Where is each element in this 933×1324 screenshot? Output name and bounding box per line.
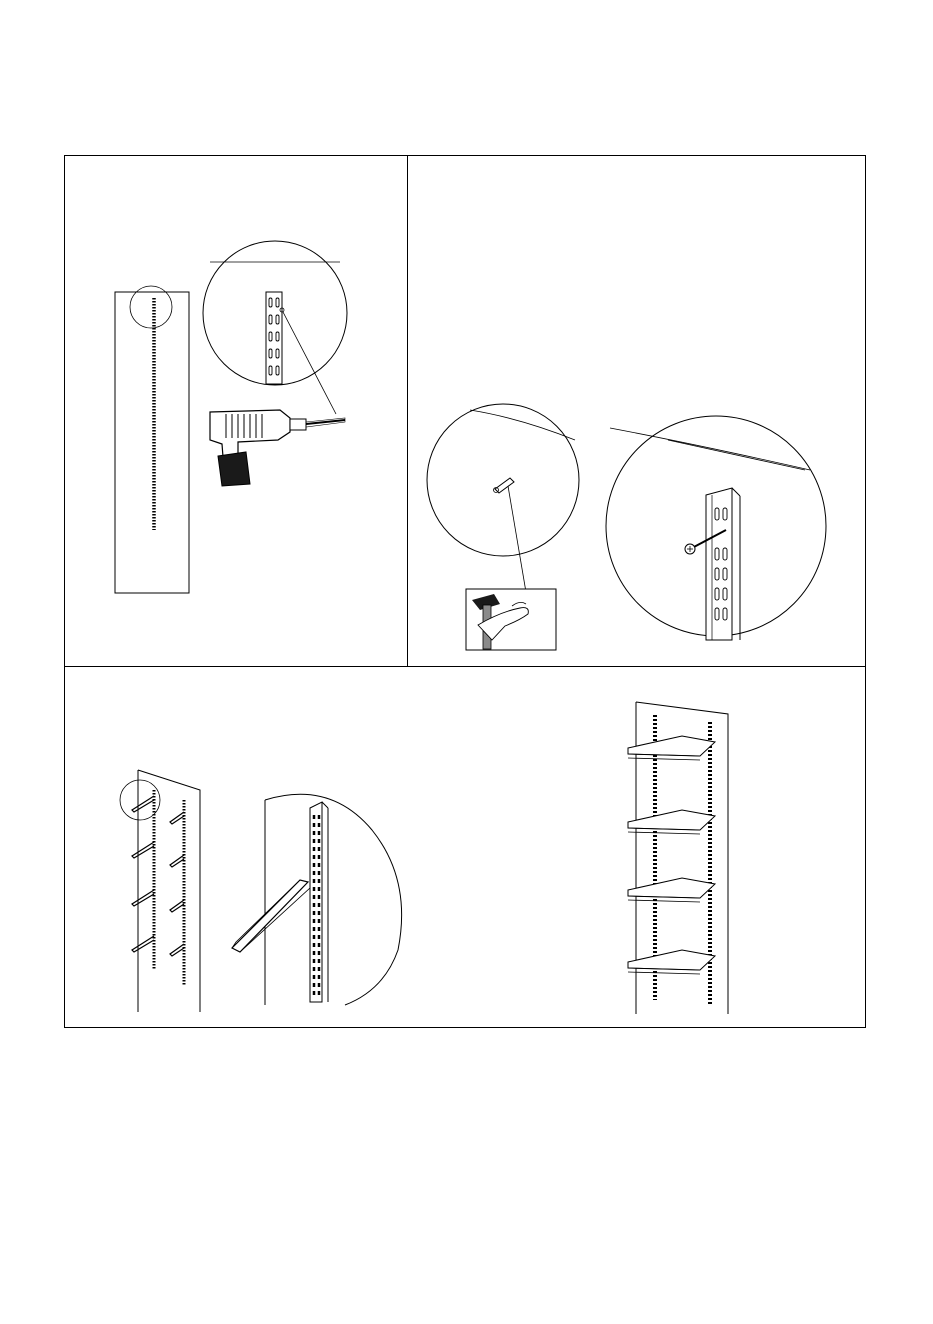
finished-shelving-icon: [628, 702, 728, 1014]
